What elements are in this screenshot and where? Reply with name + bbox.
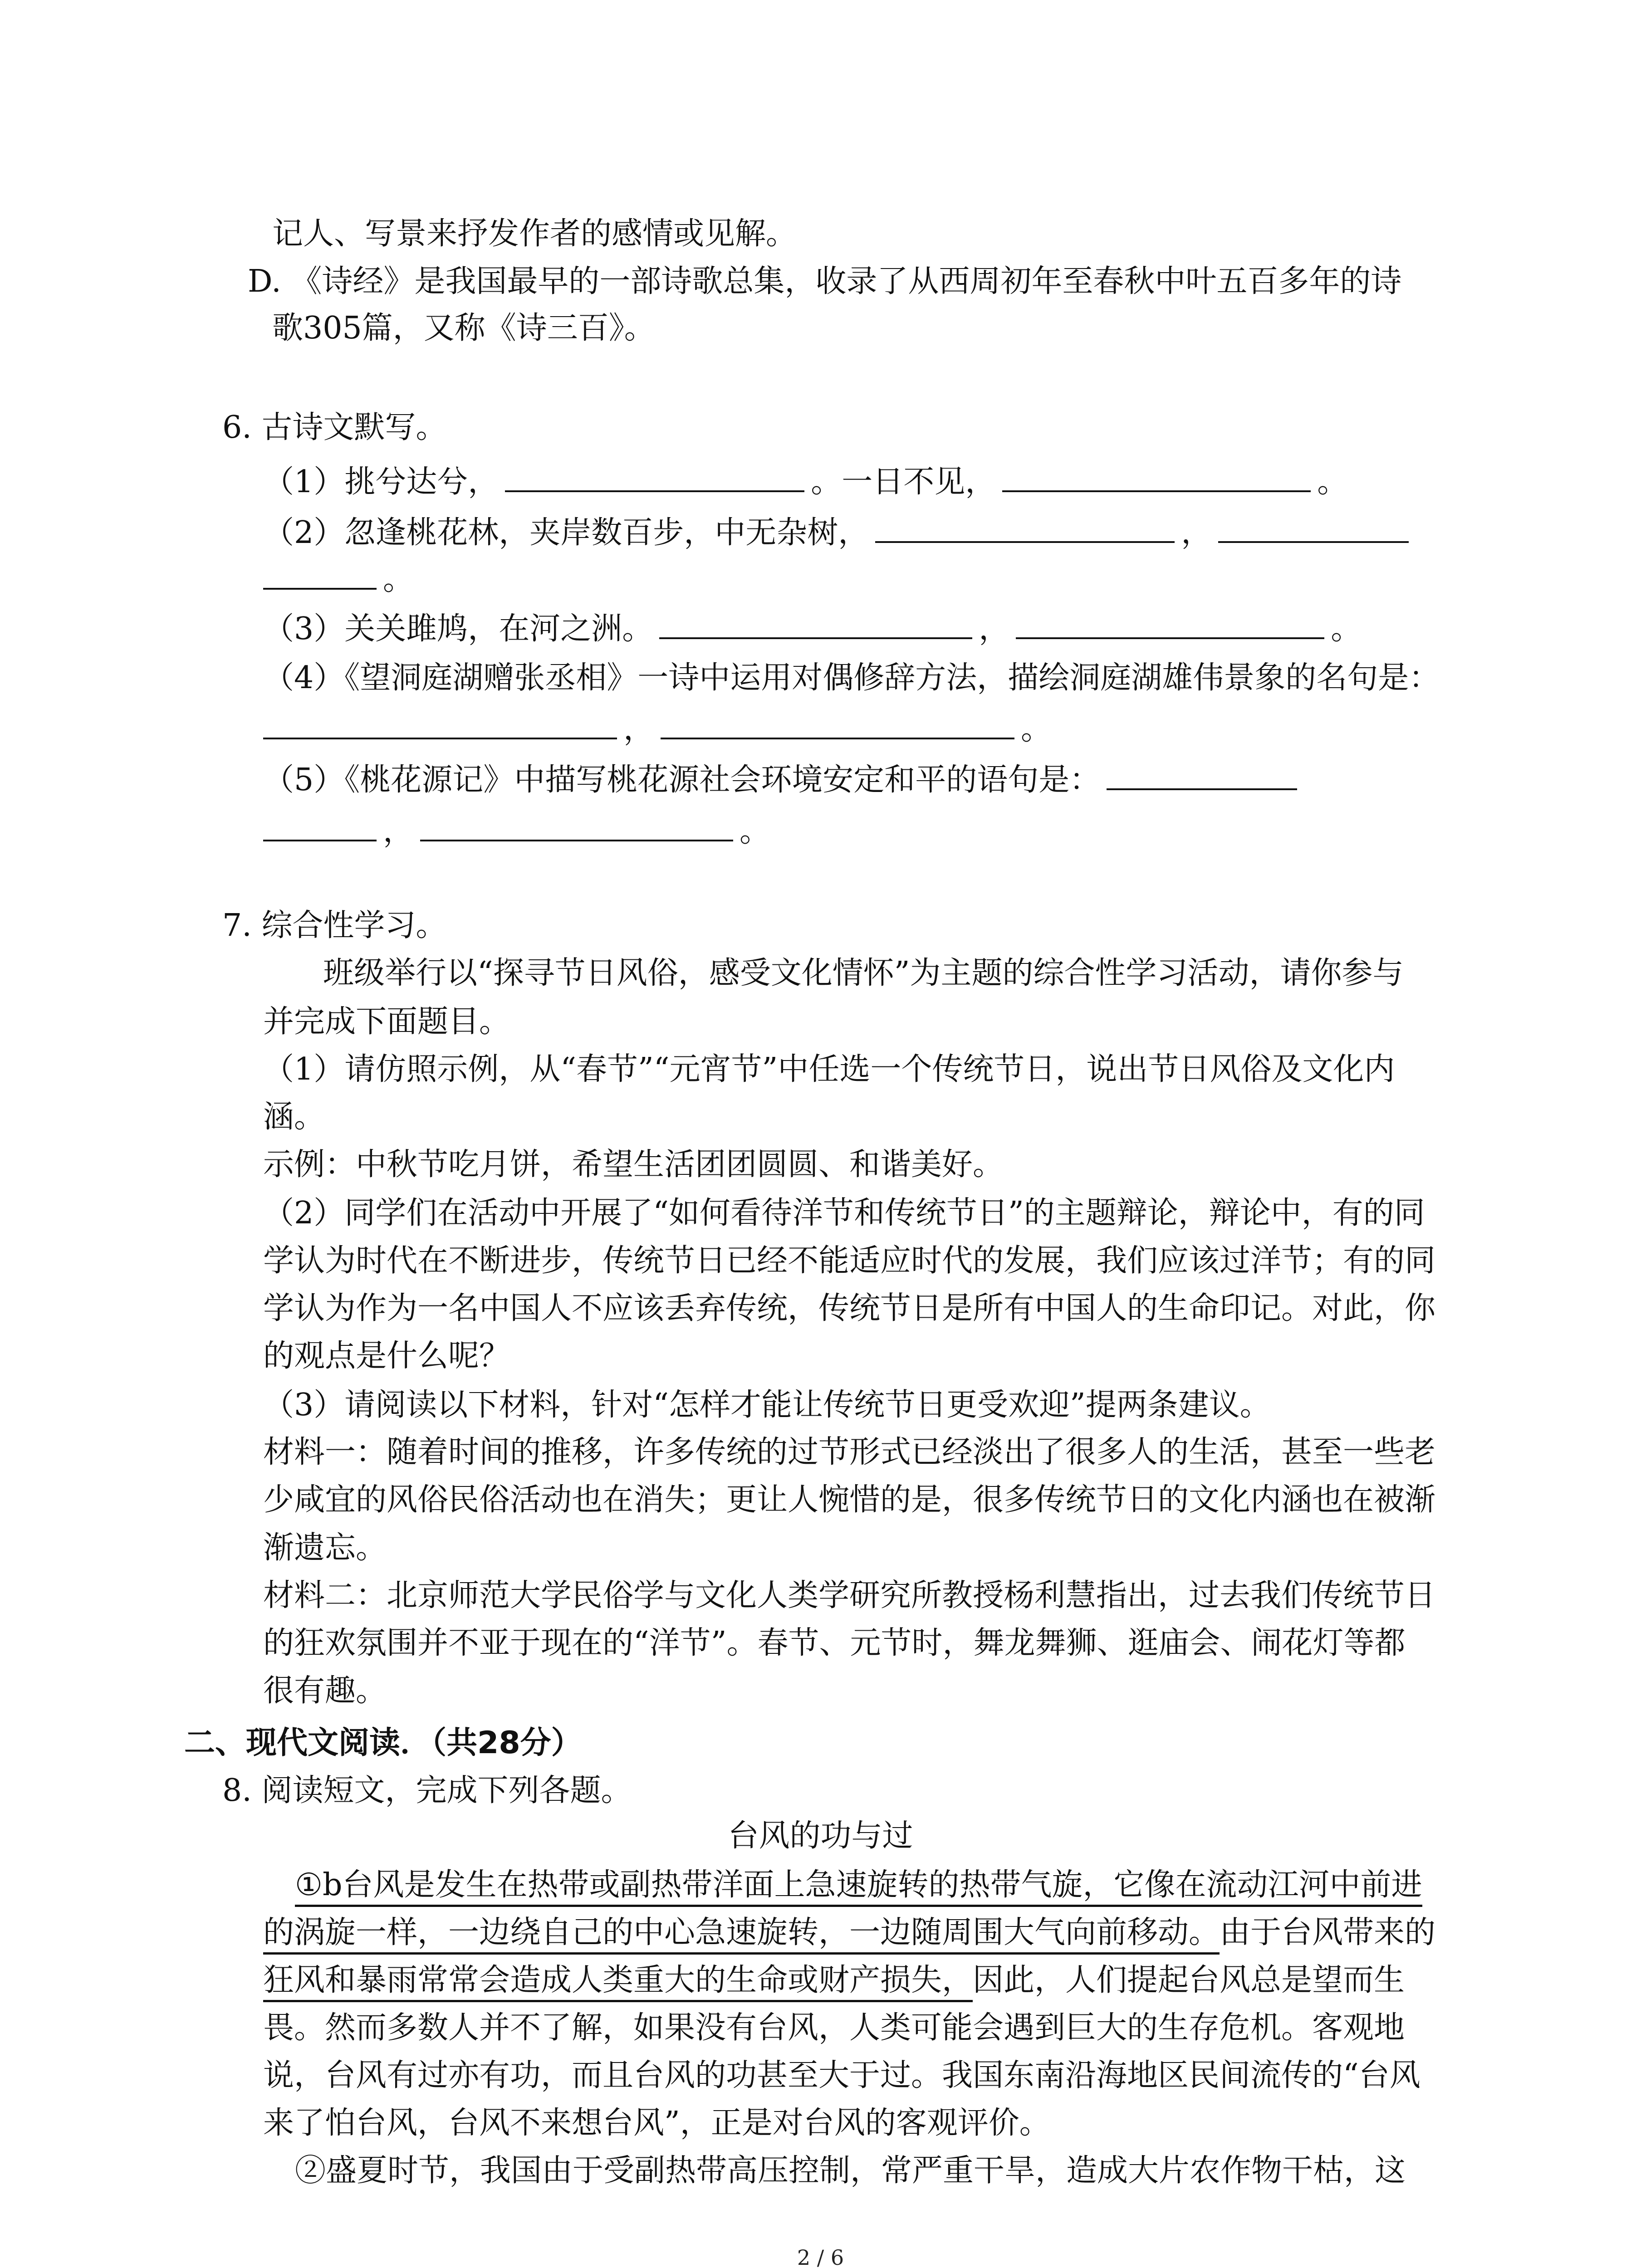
q6-item-4-mid: ， bbox=[623, 711, 655, 747]
q6-item-5-end: 。 bbox=[740, 813, 771, 849]
q6-item-2-prompt: （2）忽逢桃花林，夹岸数百步，中无杂树， bbox=[263, 515, 869, 551]
answer-blank[interactable] bbox=[1218, 513, 1409, 543]
answer-blank[interactable] bbox=[661, 709, 1014, 739]
q6-item-3-prompt: （3）关关雎鸠，在河之洲。 bbox=[263, 611, 653, 647]
q6-item-2-line1 bbox=[263, 511, 1415, 555]
q6-item-2-end: 。 bbox=[383, 562, 414, 597]
q6-item-4-end: 。 bbox=[1021, 711, 1052, 747]
q6-item-1 bbox=[263, 460, 1348, 504]
q6-item-5-prompt: （5）《桃花源记》中描写桃花源社会环境安定和平的语句是： bbox=[263, 762, 1101, 798]
q7-material1-line2: 少咸宜的风俗民俗活动也在消失；更让人惋惜的是，很多传统节日的文化内涵也在被渐 bbox=[263, 1482, 1436, 1518]
q7-example: 示例：中秋节吃月饼，希望生活团团圆圆、和谐美好。 bbox=[263, 1147, 1004, 1183]
q6-item-2-line2 bbox=[263, 558, 414, 601]
underlined-text: 的涡旋一样，一边绕自己的中心急速旋转，一边随周围大气向前移动。 bbox=[263, 1915, 1220, 1955]
answer-blank[interactable] bbox=[875, 513, 1175, 543]
passage-para1-line5: 说，台风有过亦有功，而且台风的功甚至大于过。我国东南沿海地区民间流传的“台风 bbox=[263, 2058, 1421, 2093]
q6-item-1-prompt: （1）挑兮达兮， bbox=[263, 464, 499, 500]
passage-para1-line6: 来了怕台风，台风不来想台风”，正是对台风的客观评价。 bbox=[263, 2105, 1050, 2141]
q7-title: 7. 综合性学习。 bbox=[222, 908, 447, 943]
passage-para1-line2 bbox=[263, 1911, 1435, 1955]
passage-para1-line3 bbox=[263, 1959, 1405, 2002]
q7-intro-line1: 班级举行以“探寻节日风俗，感受文化情怀”为主题的综合性学习活动，请你参与 bbox=[323, 955, 1404, 991]
answer-blank[interactable] bbox=[1107, 760, 1297, 790]
q7-part1-line1: （1）请仿照示例，从“春节”“元宵节”中任选一个传统节日，说出节日风俗及文化内 bbox=[263, 1051, 1395, 1087]
q5-option-d-line2: 歌305篇，又称《诗三百》。 bbox=[272, 310, 655, 346]
q5-option-d-line1: D. 《诗经》是我国最早的一部诗歌总集，收录了从西周初年至春秋中叶五百多年的诗 bbox=[248, 264, 1402, 299]
answer-blank[interactable] bbox=[1016, 609, 1324, 639]
q6-item-4-line1: （4）《望洞庭湖赠张丞相》一诗中运用对偶修辞方法，描绘洞庭湖雄伟景象的名句是： bbox=[263, 660, 1440, 696]
q5-option-c-continued: 记人、写景来抒发作者的感情或见解。 bbox=[272, 216, 797, 252]
q7-material2-line1: 材料二：北京师范大学民俗学与文化人类学研究所教授杨利慧指出，过去我们传统节日 bbox=[263, 1578, 1436, 1613]
q6-item-3-mid: ， bbox=[979, 611, 1010, 647]
q6-item-4-line2 bbox=[263, 708, 1052, 751]
q6-item-1-end: 。 bbox=[1317, 464, 1348, 500]
q7-intro-line2: 并完成下面题目。 bbox=[263, 1004, 510, 1040]
q6-title: 6. 古诗文默写。 bbox=[222, 410, 447, 445]
passage-text: 由于台风带来的 bbox=[1220, 1915, 1436, 1950]
q6-item-2-mid: ， bbox=[1181, 515, 1212, 551]
page-number: 2 / 6 bbox=[797, 2245, 844, 2268]
passage-para1-line1 bbox=[295, 1863, 1422, 1907]
q7-material1-line1: 材料一：随着时间的推移，许多传统的过节形式已经淡出了很多人的生活，甚至一些老 bbox=[263, 1434, 1436, 1470]
q7-material1-line3: 渐遗忘。 bbox=[263, 1530, 387, 1566]
q6-item-5-line2 bbox=[263, 810, 770, 853]
q7-part3: （3）请阅读以下材料，针对“怎样才能让传统节日更受欢迎”提两条建议。 bbox=[263, 1387, 1271, 1423]
q7-material2-line2: 的狂欢氛围并不亚于现在的“洋节”。春节、元节时，舞龙舞狮、逛庙会、闹花灯等都 bbox=[263, 1625, 1406, 1661]
answer-blank[interactable] bbox=[659, 609, 972, 639]
q8-title: 8. 阅读短文，完成下列各题。 bbox=[222, 1773, 632, 1809]
answer-blank[interactable] bbox=[263, 560, 377, 590]
passage-para1-line4: 畏。然而多数人并不了解，如果没有台风，人类可能会遇到巨大的生存危机。客观地 bbox=[263, 2010, 1405, 2046]
q7-part2-line3: 学认为作为一名中国人不应该丢弃传统，传统节日是所有中国人的生命印记。对此，你 bbox=[263, 1290, 1436, 1326]
q6-item-5-mid: ， bbox=[383, 813, 414, 849]
q7-part1-line2: 涵。 bbox=[263, 1099, 325, 1135]
answer-blank[interactable] bbox=[420, 811, 733, 841]
answer-blank[interactable] bbox=[263, 811, 377, 841]
answer-blank[interactable] bbox=[263, 709, 617, 739]
q6-item-5-line1 bbox=[263, 758, 1303, 802]
q6-item-3 bbox=[263, 607, 1362, 651]
q7-part2-line2: 学认为时代在不断进步，传统节日已经不能适应时代的发展，我们应该过洋节；有的同 bbox=[263, 1243, 1436, 1279]
q7-material2-line3: 很有趣。 bbox=[263, 1673, 387, 1709]
passage-para2-line1: ②盛夏时节，我国由于受副热带高压控制，常严重干旱，造成大片农作物干枯，这 bbox=[295, 2153, 1406, 2189]
q7-part2-line1: （2）同学们在活动中开展了“如何看待洋节和传统节日”的主题辩论，辩论中，有的同 bbox=[263, 1195, 1425, 1231]
section-heading: 二、现代文阅读．（共28分） bbox=[184, 1725, 582, 1761]
answer-blank[interactable] bbox=[1002, 462, 1311, 492]
q6-item-3-end: 。 bbox=[1331, 611, 1362, 647]
underlined-text: ①b台风是发生在热带或副热带洋面上急速旋转的热带气旋，它像在流动江河中前进 bbox=[295, 1867, 1422, 1907]
passage-title: 台风的功与过 bbox=[728, 1818, 913, 1854]
underlined-text: 狂风和暴雨常常会造成人类重大的生命或财产损失， bbox=[263, 1962, 973, 2002]
passage-text: 因此，人们提起台风总是望而生 bbox=[973, 1962, 1405, 1998]
q6-item-1-mid: 。一日不见， bbox=[811, 464, 996, 500]
q7-part2-line4: 的观点是什么呢？ bbox=[263, 1338, 510, 1374]
answer-blank[interactable] bbox=[505, 462, 804, 492]
